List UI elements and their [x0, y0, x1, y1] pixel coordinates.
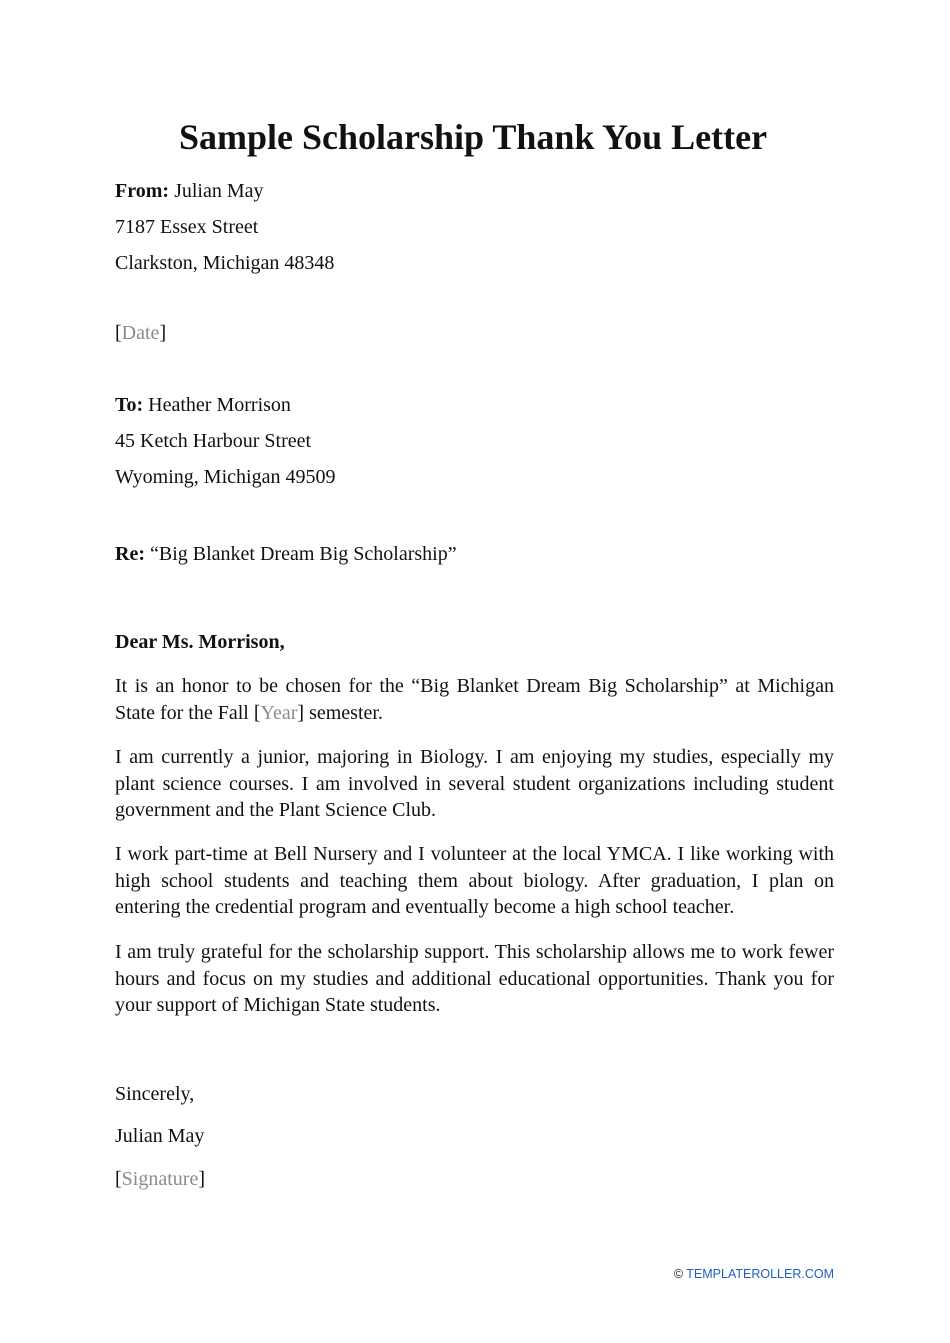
- copyright-symbol: ©: [673, 1267, 684, 1281]
- body-paragraph-4: I am truly grateful for the scholarship support. This scholarship allows me to work fewer hours and focus on my studies and additional educational opportunities. Thank you for your support of Michigan State students.: [115, 941, 834, 1016]
- year-placeholder: Year: [260, 701, 298, 724]
- page-title: Sample Scholarship Thank You Letter: [178, 117, 768, 157]
- re-label: Re:: [115, 543, 145, 565]
- recipient-name-line: [115, 392, 291, 418]
- closing: Sincerely,: [115, 1083, 195, 1105]
- from-label: From:: [115, 180, 170, 202]
- footer-site-link[interactable]: TEMPLATEROLLER.COM: [686, 1267, 834, 1281]
- date-field: [Date]: [115, 322, 167, 344]
- salutation: Dear Ms. Morrison,: [115, 631, 285, 653]
- body-paragraph-1: It is an honor to be chosen for the “Big Blanket Dream Big Scholarship” at Michigan State for the Fall [Year] semester.: [115, 675, 834, 724]
- footer-credit: [674, 1266, 834, 1282]
- body-paragraph-3: I work part-time at Bell Nursery and I volunteer at the local YMCA. I like working with high school students and teaching them about biology. After graduation, I plan on entering the credential program and eventually become a high school teacher.: [115, 843, 834, 918]
- date-placeholder: Date: [121, 322, 160, 344]
- recipient-name: Heather Morrison: [148, 394, 291, 416]
- sender-name: Julian May: [174, 180, 264, 202]
- sender-address-line1: 7187 Essex Street: [115, 216, 259, 238]
- to-label: To:: [115, 394, 144, 416]
- recipient-address-line2: Wyoming, Michigan 49509: [115, 466, 336, 488]
- signature-placeholder: Signature: [121, 1168, 199, 1190]
- signer-name: Julian May: [115, 1125, 205, 1147]
- sender-address-line2: Clarkston, Michigan 48348: [115, 252, 335, 274]
- body-paragraph-2: I am currently a junior, majoring in Biology. I am enjoying my studies, especially my plant science courses. I am involved in several student organizations including student government and the Plant Science Club.: [115, 746, 834, 821]
- signature-field: [Signature]: [115, 1168, 205, 1190]
- sender-name-line: [115, 178, 264, 204]
- p1-text-after: semester.: [304, 701, 383, 724]
- p1-text-before: It is an honor to be chosen for the “Big Blanket Dream Big Scholarship” at Michigan State for the Fall: [115, 675, 834, 724]
- subject-line: [115, 541, 457, 567]
- subject-text: “Big Blanket Dream Big Scholarship”: [149, 543, 457, 565]
- recipient-address-line1: 45 Ketch Harbour Street: [115, 430, 312, 452]
